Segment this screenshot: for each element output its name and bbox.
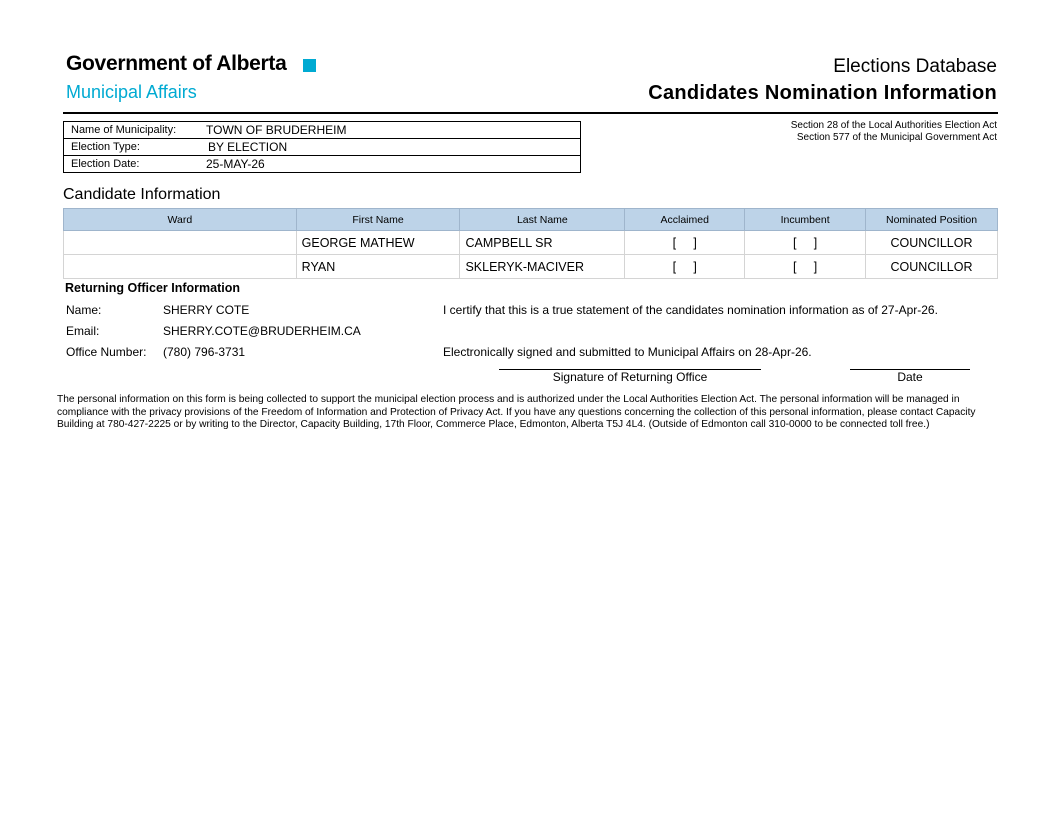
column-header: First Name — [296, 209, 460, 231]
returning-officer-title: Returning Officer Information — [65, 281, 240, 295]
election-info-box — [63, 121, 581, 173]
date-label: Date — [897, 370, 923, 384]
signed-statement: Electronically signed and submitted to Municipal Affairs on 28-Apr-26. — [443, 345, 812, 359]
column-header: Nominated Position — [866, 209, 998, 231]
first-name-cell: RYAN — [296, 255, 460, 279]
municipality-value: TOWN OF BRUDERHEIM — [206, 123, 347, 137]
column-header: Incumbent — [745, 209, 866, 231]
ro-phone-value: (780) 796-3731 — [163, 345, 246, 359]
ministry-name: Municipal Affairs — [66, 82, 197, 102]
acclaimed-cell: [ ] — [625, 255, 745, 279]
election-date-label: Election Date: — [71, 158, 140, 170]
act-reference-2: Section 577 of the Municipal Government Act — [796, 132, 997, 143]
column-header: Last Name — [460, 209, 625, 231]
ward-cell — [64, 255, 297, 279]
first-name-cell: GEORGE MATHEW — [296, 231, 460, 255]
privacy-notice: The personal information on this form is being collected to support the municipal election process and is authorized under the Local Authorities Election Act. The personal information will be managed in compliance with the privacy provisions of the Freedom of Information and Protection of Privacy Act. If you have any questions concerning the collection of this personal information, please contact Capacity Building at 780-427-2225 or by writing to the Director, Capacity Building, 17th Floor, Commerce Place, Edmonton, Alberta T5J 4L4. (Outside of Edmonton call 310-0000 to be connected toll free.) — [57, 394, 976, 430]
election-type-row — [64, 139, 580, 156]
election-type-label: Election Type: — [71, 141, 140, 153]
ro-email-label: Email: — [66, 324, 100, 338]
incumbent-cell: [ ] — [745, 231, 866, 255]
last-name-cell: CAMPBELL SR — [460, 231, 625, 255]
ro-phone-label: Office Number: — [66, 345, 147, 359]
candidate-section-title: Candidate Information — [63, 186, 221, 203]
ro-name-value: SHERRY COTE — [163, 303, 250, 317]
ro-email-value: SHERRY.COTE@BRUDERHEIM.CA — [163, 324, 361, 338]
election-date-row — [64, 156, 580, 172]
column-header: Ward — [64, 209, 297, 231]
logo-square-icon — [303, 59, 316, 72]
municipality-row — [64, 122, 580, 139]
municipality-label: Name of Municipality: — [71, 124, 177, 136]
last-name-cell: SKLERYK-MACIVER — [460, 255, 625, 279]
signature-label: Signature of Returning Office — [552, 370, 708, 384]
table-row — [64, 255, 998, 279]
position-cell: COUNCILLOR — [866, 255, 998, 279]
candidate-table — [63, 208, 998, 279]
election-date-value: 25-MAY-26 — [206, 157, 265, 171]
ward-cell — [64, 231, 297, 255]
act-reference-1: Section 28 of the Local Authorities Election Act — [790, 120, 997, 131]
ro-name-label: Name: — [66, 303, 102, 317]
column-header: Acclaimed — [625, 209, 745, 231]
page-title: Candidates Nomination Information — [648, 82, 997, 104]
incumbent-cell: [ ] — [745, 255, 866, 279]
acclaimed-cell: [ ] — [625, 231, 745, 255]
government-logo-text: Government of Alberta — [66, 52, 287, 75]
position-cell: COUNCILLOR — [866, 231, 998, 255]
candidate-table-header — [64, 209, 998, 231]
header-divider — [63, 112, 998, 114]
table-row — [64, 231, 998, 255]
certify-statement: I certify that this is a true statement of the candidates nomination information as of 27-Apr-26. — [443, 303, 938, 317]
database-title: Elections Database — [833, 56, 997, 77]
election-type-value: BY ELECTION — [208, 140, 288, 154]
